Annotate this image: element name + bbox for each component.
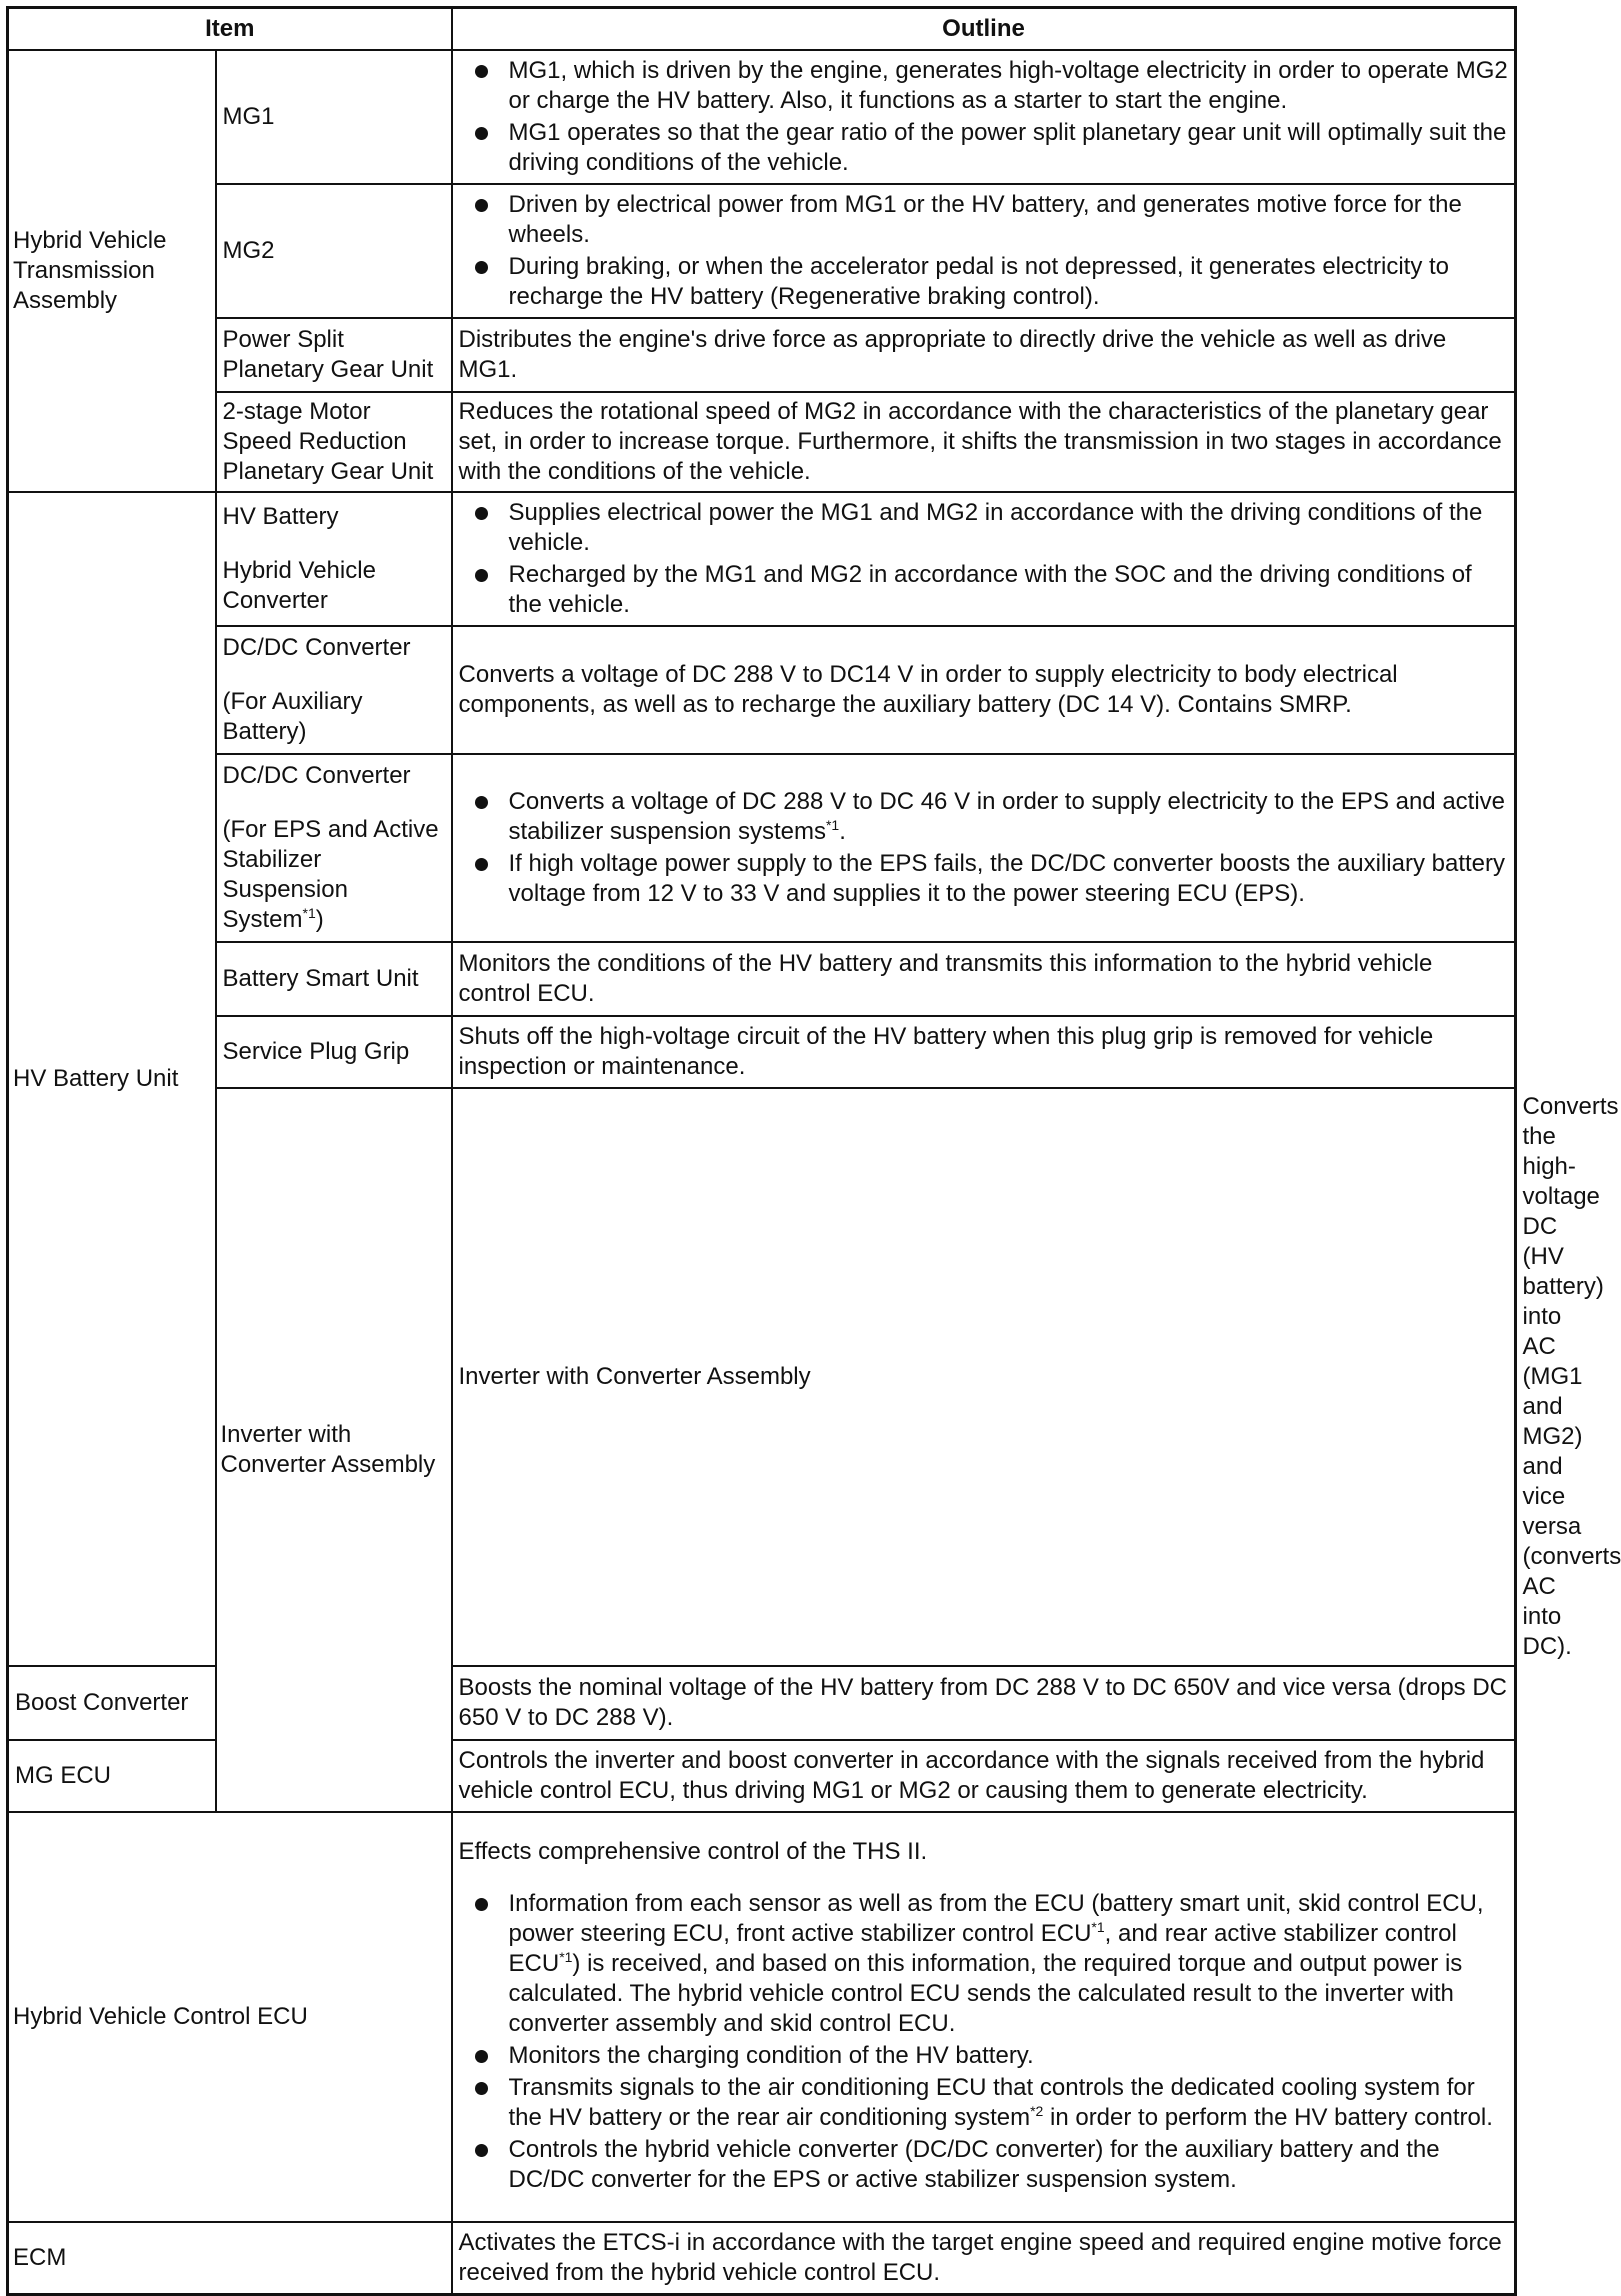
item-power-split: Power Split Planetary Gear Unit: [216, 318, 452, 392]
list-item: Monitors the charging condition of the HV battery.: [459, 2041, 1509, 2071]
item-boost: Boost Converter: [8, 1666, 216, 1740]
outline-reduction: Reduces the rotational speed of MG2 in accordance with the characteristics of the planetary gear set, in order to increase torque. Furthermore, it shifts the transmission in two stages in accordance with the conditions of the vehicle.: [452, 392, 1516, 492]
outline-mg1: [452, 50, 1516, 184]
list-item: Converts a voltage of DC 288 V to DC 46 V in order to supply electricity to the EPS and active stabilizer suspension systems$^{*1}$.: [459, 787, 1509, 847]
list-item: Controls the hybrid vehicle converter (DC/DC converter) for the auxiliary battery and the DC/DC converter for the EPS or active stabilizer suspension system.: [459, 2135, 1509, 2195]
bullet-icon: [475, 261, 488, 274]
item-dcdc-eps: DC/DC Converter (For EPS and Active Stabilizer Suspension System$^{*1}$): [216, 754, 452, 942]
bullet-icon: [475, 858, 488, 871]
spec-table-container: [6, 6, 1621, 2296]
group-battery-unit: HV Battery Unit: [8, 492, 216, 1666]
group-inverter: Inverter with Converter Assembly: [216, 1088, 452, 1812]
outline-mg2: [452, 184, 1516, 318]
outline-power-split: Distributes the engine's drive force as appropriate to directly drive the vehicle as well as drive MG1.: [452, 318, 1516, 392]
group-transmission: Hybrid Vehicle Transmission Assembly: [8, 50, 216, 492]
table-row-smart-unit: [8, 942, 1516, 1016]
bullet-icon: [475, 2082, 488, 2095]
item-smart-unit: Battery Smart Unit: [216, 942, 452, 1016]
table-row-power-split: [8, 318, 1516, 392]
item-mg2: MG2: [216, 184, 452, 318]
outline-column-header: Outline: [452, 8, 1516, 51]
list-item: Information from each sensor as well as from the ECU (battery smart unit, skid control ECU, power steering ECU, front active stabilizer control ECU$^{*1}$, and rear active stabilizer control ECU$^{*1}$) is received, and based on this information, the required torque and output power is calculated. The hybrid vehicle control ECU sends the calculated result to the inverter with converter assembly and skid control ECU.: [459, 1889, 1509, 2039]
table-row-dcdc-eps: [8, 754, 1516, 942]
list-item: MG1, which is driven by the engine, generates high-voltage electricity in order to operate MG2 or charge the HV battery. Also, it functions as a starter to start the engine.: [459, 56, 1509, 116]
item-hv-battery: HV Battery Hybrid Vehicle Converter: [216, 492, 452, 626]
outline-ecm: Activates the ETCS-i in accordance with the target engine speed and required engine motive force received from the hybrid vehicle control ECU.: [452, 2222, 1516, 2294]
item-dcdc-aux: DC/DC Converter (For Auxiliary Battery): [216, 626, 452, 754]
bullet-icon: [475, 65, 488, 78]
table-row-mg2: [8, 184, 1516, 318]
table-row-mg1: [8, 50, 1516, 184]
bullet-icon: [475, 199, 488, 212]
table-row-service-plug: [8, 1016, 1516, 1088]
outline-dcdc-eps: [452, 754, 1516, 942]
list-item: If high voltage power supply to the EPS fails, the DC/DC converter boosts the auxiliary battery voltage from 12 V to 33 V and supplies it to the power steering ECU (EPS).: [459, 849, 1509, 909]
table-row-inverter: Inverter with Converter Assembly Inverter with Converter Assembly Converts the high-voltage DC (HV battery) into AC (MG1 and MG2) and vice versa (converts AC into DC).: [8, 1088, 1516, 1666]
outline-boost: Boosts the nominal voltage of the HV battery from DC 288 V to DC 650V and vice versa (drops DC 650 V to DC 288 V).: [452, 1666, 1516, 1740]
header-row: [8, 8, 1516, 51]
table-row-ecm: [8, 2222, 1516, 2294]
item-column-header: Item: [8, 8, 452, 51]
bullet-icon: [475, 569, 488, 582]
table-row-hv-battery: [8, 492, 1516, 626]
list-item: During braking, or when the accelerator pedal is not depressed, it generates electricity to recharge the HV battery (Regenerative braking control).: [459, 252, 1509, 312]
item-mg-ecu: MG ECU: [8, 1740, 216, 1812]
components-table: [6, 6, 1621, 2296]
list-item: Recharged by the MG1 and MG2 in accordance with the SOC and the driving conditions of the vehicle.: [459, 560, 1509, 620]
bullet-icon: [475, 2144, 488, 2157]
list-item: Transmits signals to the air conditioning ECU that controls the dedicated cooling system for the HV battery or the rear air conditioning system$^{*2}$ in order to perform the HV battery control.: [459, 2073, 1509, 2133]
outline-smart-unit: Monitors the conditions of the HV battery and transmits this information to the hybrid vehicle control ECU.: [452, 942, 1516, 1016]
item-hv-ecu: Hybrid Vehicle Control ECU: [8, 1812, 452, 2222]
bullet-icon: [475, 2050, 488, 2063]
outline-service-plug: Shuts off the high-voltage circuit of the HV battery when this plug grip is removed for vehicle inspection or maintenance.: [452, 1016, 1516, 1088]
outline-dcdc-aux: Converts a voltage of DC 288 V to DC14 V in order to supply electricity to body electrical components, as well as to recharge the auxiliary battery (DC 14 V). Contains SMRP.: [452, 626, 1516, 754]
outline-hv-ecu: Effects comprehensive control of the THS II. Information from each sensor as well as from the ECU (battery smart unit, skid control ECU, power steering ECU, front active stabilizer control ECU$^{*1}$, and rear active stabilizer control ECU$^{*1}$) is received, and based on this information, the required torque and output power is calculated. The hybrid vehicle control ECU sends the calculated result to the inverter with converter assembly and skid control ECU. Monitors the charging condition of the HV battery. Transmits signals to the air conditioning ECU that controls the dedicated cooling system for the HV battery or the rear air conditioning system$^{*2}$ in order to perform the HV battery control. Controls the hybrid vehicle converter (DC/DC converter) for the auxiliary battery and the DC/DC converter for the EPS or active stabilizer suspension system.: [452, 1812, 1516, 2222]
item-mg1: MG1: [216, 50, 452, 184]
item-service-plug: Service Plug Grip: [216, 1016, 452, 1088]
table-row-reduction: [8, 392, 1516, 492]
list-item: MG1 operates so that the gear ratio of the power split planetary gear unit will optimally suit the driving conditions of the vehicle.: [459, 118, 1509, 178]
outline-hv-battery: [452, 492, 1516, 626]
item-ecm: ECM: [8, 2222, 452, 2294]
table-row-dcdc-aux: [8, 626, 1516, 754]
table-row-hv-ecu: [8, 1812, 1516, 2222]
item-reduction: 2-stage Motor Speed Reduction Planetary Gear Unit: [216, 392, 452, 492]
bullet-icon: [475, 127, 488, 140]
bullet-icon: [475, 796, 488, 809]
list-item: Driven by electrical power from MG1 or the HV battery, and generates motive force for the wheels.: [459, 190, 1509, 250]
list-item: Supplies electrical power the MG1 and MG2 in accordance with the driving conditions of the vehicle.: [459, 498, 1509, 558]
item-inverter: Inverter with Converter Assembly: [452, 1088, 1516, 1666]
outline-mg-ecu: Controls the inverter and boost converter in accordance with the signals received from the hybrid vehicle control ECU, thus driving MG1 or MG2 or causing them to generate electricity.: [452, 1740, 1516, 1812]
bullet-icon: [475, 1898, 488, 1911]
bullet-icon: [475, 507, 488, 520]
